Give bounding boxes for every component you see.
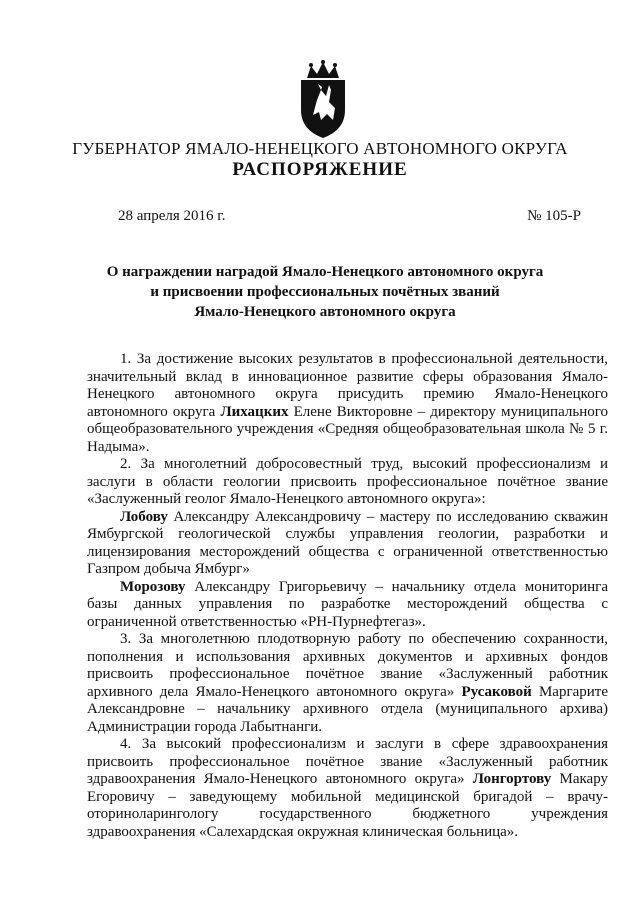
awardee-name: Русаковой [461,683,532,700]
title-line-2: и присвоении профессиональных почётных званий [150,284,500,300]
document-body [87,351,608,841]
title-line-1: О награждении наградой Ямало-Ненецкого автономного округа [106,264,544,280]
paragraph-4 [87,736,608,841]
paragraph-2-text: 2. За многолетний добросовестный труд, высокий профессионализм и заслуги в области геологии присвоить профессиональное почётное звание «Заслуженный геолог Ямало-Ненецкого автономного округа»: [87,456,608,507]
paragraph-1 [87,351,608,456]
paragraph-3-text: 3. За многолетнюю плодотворную работу по обеспечению сохранности, пополнения и использования архивных документов и архивных фондов присвоить профессиональное почётное звание «Заслуженный работник архивного дела Ямало-Ненецкого автономного округа» [87,631,608,700]
document-number: № 105-Р [527,208,581,224]
issuing-authority: ГУБЕРНАТОР ЯМАЛО-НЕНЕЦКОГО АВТОНОМНОГО ОКРУГА [72,139,568,158]
paragraph-2b [87,579,608,632]
paragraph-4-rest: Макару Егоровичу – заведующему мобильной медицинской бригадой – врачу-оториноларингологу государственного бюджетного учреждения здравоохранения «Салехардская окружная клиническая больница». [87,771,609,840]
paragraph-4-text: 4. За высокий профессионализм и заслуги в сфере здравоохранения присвоить профессиональное почётное звание «Заслуженный работник здравоохранения Ямало-Ненецкого автономного округа» [87,736,608,787]
document-title [80,262,570,322]
paragraph-2a [87,509,608,579]
paragraph-2 [87,456,608,509]
awardee-name: Морозову [120,578,186,595]
title-line-3: Ямало-Ненецкого автономного округа [194,304,456,320]
paragraph-1-rest: Елене Викторовне – директору муниципального общеобразовательного учреждения «Средняя общеобразовательная школа № 5 г. Надыма». [87,403,609,455]
paragraph-3 [87,631,608,736]
awardee-name: Лобову [120,508,168,525]
paragraph-2a-rest: Александру Александровичу – мастеру по исследованию скважин Ямбургской геологической службы управления геологии, разработки и лицензирования месторождений общества с ограниченной ответственностью Газпром добыча Ямбург» [87,508,608,577]
paragraph-1-text: 1. За достижение высоких результатов в профессиональной деятельности, значительный вклад в инновационное развитие сферы образования Ямало-Ненецкого автономного округа присудить премию Ямало-Ненецкого автономного округа [87,351,608,420]
awardee-name: Лихацких [220,403,289,420]
document-date: 28 апреля 2016 г. [118,208,226,224]
paragraph-2b-rest: Александру Григорьевичу – начальнику отдела мониторинга базы данных управления по разработке месторождений общества с ограниченной ответственностью «РН-Пурнефтегаз». [87,578,608,630]
paragraph-3-rest: Маргарите Александровне – начальнику архивного отдела (муниципального архива) Администрации города Лабытнанги. [87,683,609,735]
document-type: РАСПОРЯЖЕНИЕ [232,159,408,180]
awardee-name: Лонгортову [472,771,552,787]
coat-of-arms-icon [293,60,353,140]
